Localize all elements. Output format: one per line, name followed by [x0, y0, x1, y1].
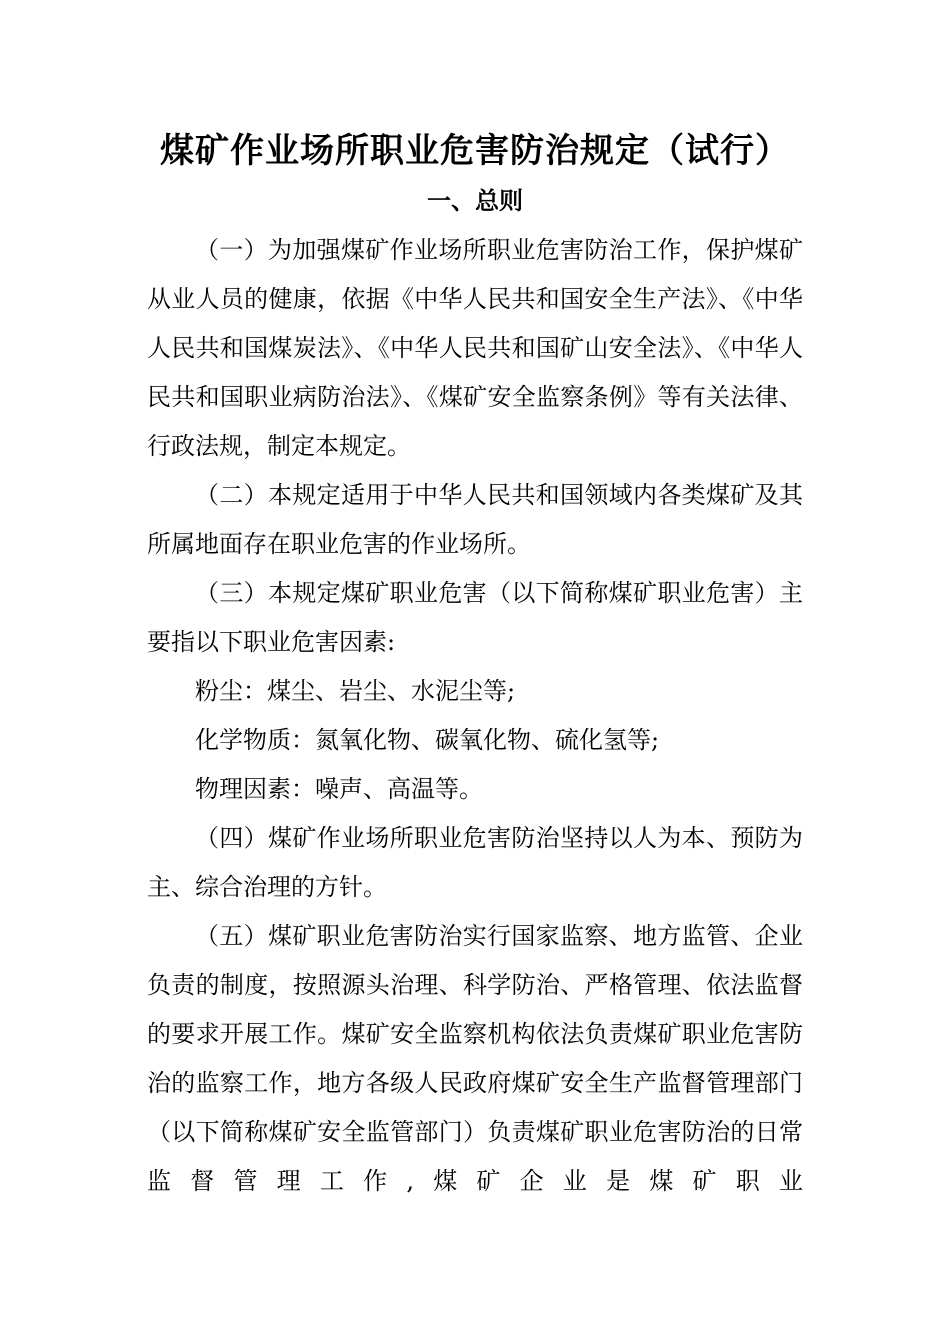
paragraph-1: （一）为加强煤矿作业场所职业危害防治工作，保护煤矿从业人员的健康，依据《中华人民共和国安全生产法》、《中华人民共和国煤炭法》、《中华人民共和国矿山安全法》、《中华人民共和国职业病防治法》、《煤矿安全监察条例》等有关法律、行政法规，制定本规定。 — [147, 236, 803, 460]
list-item-chemical: 化学物质：氮氧化物、碳氧化物、硫化氢等; — [195, 726, 660, 754]
document-title: 煤矿作业场所职业危害防治规定（试行） — [160, 131, 790, 171]
paragraph-4: （四）煤矿作业场所职业危害防治坚持以人为本、预防为主、综合治理的方针。 — [147, 824, 803, 901]
section-title: 一、总则 — [427, 187, 523, 215]
document-body — [147, 226, 803, 1206]
paragraph-2: （二）本规定适用于中华人民共和国领域内各类煤矿及其所属地面存在职业危害的作业场所。 — [147, 481, 803, 558]
paragraph-5: （五）煤矿职业危害防治实行国家监察、地方监管、企业负责的制度，按照源头治理、科学防治、严格管理、依法监督的要求开展工作。煤矿安全监察机构依法负责煤矿职业危害防治的监察工作，地方各级人民政府煤矿安全生产监督管理部门（以下简称煤矿安全监管部门）负责煤矿职业危害防治的日常监督管理工作,煤矿企业是煤矿职业 — [147, 922, 803, 1195]
list-item-dust: 粉尘：煤尘、岩尘、水泥尘等; — [195, 677, 516, 705]
paragraph-3: （三）本规定煤矿职业危害（以下简称煤矿职业危害）主要指以下职业危害因素: — [147, 579, 803, 656]
list-item-physical: 物理因素：噪声、高温等。 — [195, 775, 483, 803]
